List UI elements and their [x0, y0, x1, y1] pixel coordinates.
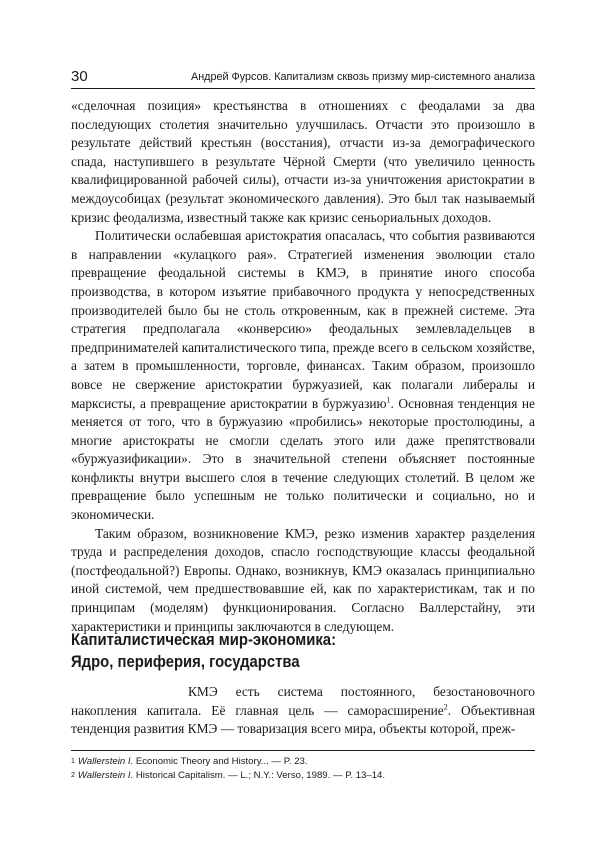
footnote-mark: 1	[71, 758, 75, 765]
footnotes	[71, 750, 535, 782]
footnote-mark: 2	[71, 771, 75, 779]
paragraph: «сделочная позиция» крестьянства в отношениях с феодалами за два последующих столетия значительно улучшилась. Отчасти это произошло в результате действий крестьян (восстания), отчасти из-за демографического спада, наступившего в результате Чёрной Смерти (что увеличило ценность квалифицированной рабочей силы), отчасти из-за уничтожения аристократии в междоусобицах (результат экономического давления). Это был так называемый кризис феодализма, известный также как кризис сеньориальных доходов.	[71, 98, 535, 225]
footnote-author: Wallerstein I.	[77, 756, 134, 767]
footnote-author: Wallerstein I.	[77, 769, 134, 781]
page-header	[71, 66, 535, 89]
paragraph	[71, 683, 535, 739]
paragraph-text: Политически ослабевшая аристократия опасалась, что события развиваются в направлении «кулацкого рая». Стратегией изменения эволюции стало превращение феодальной системы в КМЭ, в принятие иного способа производства, в котором изъятие прибавочного продукта у непосредственных производителей было бы не столь откровенным, как в прежней системе. Эта стратегия предполагала «конверсию» феодальных землевладельцев в предпринимателей капиталистического типа, прежде всего в сельском хозяйстве, а затем в промышленности, торговле, финансах. Таким образом, произошло вовсе не свержение аристократии буржуазией, как полагали либералы и марксисты, а превращение аристократии в буржуазию	[71, 228, 535, 411]
section-heading-line: Ядро, периферия, государства	[71, 653, 300, 671]
main-text	[71, 97, 535, 636]
page-number: 30	[71, 68, 88, 85]
paragraph-text: . Объективная тенденция развития КМЭ — товаризация всего мира, объекты которой, преж-	[71, 702, 535, 737]
paragraph	[71, 227, 535, 525]
paragraph: Таким образом, возникновение КМЭ, резко изменив характер разделения труда и распределения доходов, спасло господствующие классы феодальной (постфеодальной?) Европы. Однако, возникнув, КМЭ оказалась принципиально иной системой, чем предшествовавшие ей, как по характеристикам, так и по принципам (моделям) функционирования. Согласно Валлерстайну, эти характеристики и принципы заключаются в следующем.	[71, 525, 535, 634]
footnote-text: Historical Capitalism. — L.; N.Y.: Verso, 1989. — P. 13–14.	[133, 769, 386, 781]
paragraph-text: КМЭ есть система постоянного, безостановочного накопления капитала. Её главная цель — саморасширение	[71, 684, 535, 718]
footnote-reference[interactable]: 2	[443, 702, 448, 712]
footnote	[71, 769, 535, 783]
section-text	[71, 683, 535, 739]
section-heading-line: Капиталистическая мир-экономика:	[71, 631, 337, 649]
paragraph-text: . Основная тенденция не меняется от того, что в буржуазию «пробились» некоторые простолюдины, а многие аристократы не смогли сделать этого или даже препятствовали «буржуазификации». Это в значительной степени объясняет постоянные конфликты внутри высшего слоя в течение следующих столетий. В целом же превращение было успешным не только политически и социально, но и экономически.	[71, 395, 535, 523]
section-heading	[71, 629, 489, 673]
footnote-reference[interactable]: 1	[386, 395, 391, 405]
footnote	[71, 755, 535, 769]
running-head: Андрей Фурсов. Капитализм сквозь призму мир-системного анализа	[191, 71, 535, 83]
footnote-text: Economic Theory and History... — P. 23.	[133, 756, 308, 767]
